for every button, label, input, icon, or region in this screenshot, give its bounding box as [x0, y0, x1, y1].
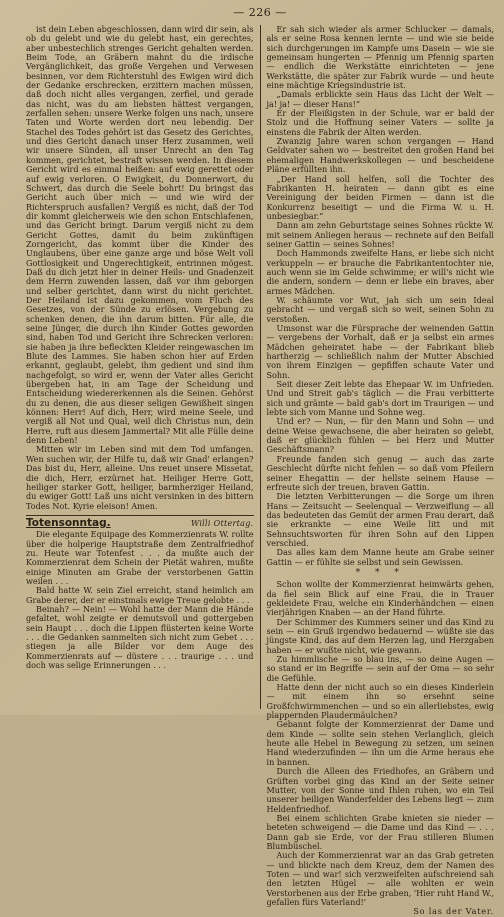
- story-title: Totensonntag.: [26, 516, 111, 529]
- story-paragraph-3: Beinah? — Nein! — Wohl hatte der Mann die Hände gefaltet, wohl zeigte er demutsvoll und gottergeben sein Haupt . . . doch die Lippen flüsterten keine Worte . . . die Gedanken sammelten sich nicht zum Gebet . . . stiegen ja alle Bilder vor dem Auge des Kommerzienrats auf — düstere . . . traurige . . . und doch was selige Erinnerungen . . .: [26, 603, 254, 671]
- story-paragraph-25: Auch der Kommerzienrat war an das Grab getreten — und blickte nach dem Kreuz, dem der Namen des Toten — und war! sich verzweifelten aufschreiend sah den letzten Hügel — alle wohlten er wein Verstorbenen aus der Erbe graben, 'Hier ruht Hand W., gefallen fürs Vaterland!': [266, 850, 494, 907]
- story-paragraph-6: Er der Fleißigsten in der Schule, war er bald der Stolz und die Hoffnung seiner Vaters — sollte ja einstens die Fabrik der Alten werden.: [266, 108, 494, 137]
- story-paragraph-12: Umsonst war die Fürsprache der weinenden Gattin — vergebens der Vorhalt, daß er ja selbst ein armes Mädchen geheiratet habe — der Fabrikant blieb hartherzig — schließlich nahm der Mutter Abschied von ihrem Einzigen — gepfiffen schaute Vater und Sohn.: [266, 323, 494, 380]
- right-column: [266, 24, 495, 917]
- sermon-paragraph-1: ist dein Leben abgeschlossen, dann wird dir sein, als ob du gelebt und wie du gelebt hast, ein gerechtes, aber unbestechlich strenges Gericht gehalten werden. Beim Tode, an Gräbern mahnt du die irdische Vergänglichkeit, das große Vergehen und Verwesen besinnen, vor dem Richterstuhl des Ewigen wird dich der Gedanke erschrecken, erzittern machen müssen, daß doch nicht alles vergangen, zerfiel, und gerade das nicht, was du am liebsten hättest vergangen, zerfallen sehen: unsere Werke folgen uns nach, unsere Taten und Worte werden dort neu lebendig. Der Stachel des Todes gehört ist das Gesetz des Gerichtes, und dies Gericht danach unser Herz zusammen, weil wir unsere Sünden, all unser Unrecht an den Tag kommen, gerichtet, bestraft wissen werden. In diesem Gericht wird es einmal heißen: auf ewig gerettet oder auf ewig verloren. O Ewigkeit, du Donnerwort, du Schwert, das durch die Seele bohrt! Du bringst das Gericht auch über mich — und wie wird der Richterspruch ausfallen? Vergiß es nicht, daß der Tod dir kommt gleicherweis wie den schon Entschlafenen, und das Gericht bringt. Darum vergiß nicht zu dem Gericht Gottes, damit du beim zukünftigen Zorngericht, das kommt über die Kinder des Unglaubens, über eine ganze arge und böse Welt voll Gottlosigkeit und Ungerechtigkeit, entrinnen mögest. Daß du dich jetzt hier in deiner Heils- und Gnadenzeit dem Herrn zuwenden lassen, daß vor ihm geborgen und selber gerichtet, dann wirst du nicht gerichtet. Der Heiland ist dazu gekommen, vom Fluch des Gesetzes, von der Sünde zu erlösen. Vergebung zu schenken denen, die ihn darum bitten. Für alle, die seine Jünger, die durch ihn Kinder Gottes geworden sind, haben Tod und Gericht ihre Schrecken verloren: sie haben ja ihre befleckten Kleider reingewaschen im Blute des Lammes. Sie haben schon hier auf Erden erkannt, geglaubt, gelebt, ihm gedient und sind ihm nachgefolgt, so wird er, wenn der Vater alles Gericht übergeben hat, in am Tage der Scheidung und Entscheidung wiedererkennen als die Seinen. Gehörst du zu denen, die aus dieser seligen Gewißheit singen können: Herr! Auf dich, Herr, wird meine Seele, und vergiß all Not und Qual, weil dich Christus nun, dein Herre, ruft aus diesem Jammertal? Mit alle Fülle deine denn Leben!: [26, 24, 254, 446]
- story-paragraph-21: Hatte denn der nicht auch so ein dieses Kinderlein — mit einem ihn so ersehnt seine Großfchwirmmenchen — und so ein allerliebstes, ewig plappernden Plaudermäulchen?: [266, 682, 494, 721]
- story-paragraph-1: Die elegante Equipage des Kommerzienrats W. rollte über die holperige Hauptstraße dem Zentralfriedhof zu. Heute war Totenfest . . . da mußte auch der Kommerzienrat dem Schein der Pietät wahren, mußte einige Minuten am Grabe der verstorbenen Gattin weilen . . .: [26, 529, 254, 586]
- story-paragraph-19: Der Schimmer des Kummers seiner und das Kind zu sein — ein Gruß irgendwo bedauernd — wüßte sie das jüngste Kind, das auf dem Herzen lag, und Herzgaben haben — er wußte nicht, wie gewann.: [266, 616, 494, 655]
- story-paragraph-16: Die letzten Verbitterungen — die Sorge um ihren Hans — Zeitsucht — Seelenqual — Verzweiflung — all das bedeuteten das Gemüt der armen Frau derart, daß sie erkrankte — eine Weile litt und mit Sehnsuchtsworten für ihren Sohn auf den Lippen verschied.: [266, 491, 494, 548]
- page-number: — 226 —: [233, 6, 287, 19]
- story-paragraph-23: Durch die Alleen des Friedhofes, an Gräbern und Grüften vorbei ging das Kind an der Seite seiner Mutter, von der Sonne und Ihlen ruhen, wo ein Teil unserer heiligen Wanderfelder des Lebens liegt — zum Heldenfriedhof.: [266, 766, 494, 814]
- story-paragraph-4: Er sah sich wieder als armer Schlucker — damals, als er seine Rosa kennen lernte — und wie sie beide sich durchgerungen im Kampfe ums Dasein — wie sie gemeinsam hungerten — Pfennig um Pfennig sparten — endlich die Werkstätte einrichteten — jene Werkstätte, die später zur Fabrik wurde — und heute eine mächtige Kriegsindustrie ist.: [266, 24, 494, 91]
- story-paragraph-14: Und er? — Nun, — für den Mann und Sohn — und deine Weise gewachsene, die aber heiraten so gelebt, daß er glücklich fühlen — bei Herz und Mutter Geschäftsmann?: [266, 416, 494, 455]
- columns: [26, 24, 494, 917]
- story-paragraph-10: Doch Hammonds zweifelte Hans, er liebe sich nicht verkuppeln — er brauche die Fabrikantentochter nie, auch wenn sie im Gelde schwimme; er will's nicht wie die andern, sondern — denn er liebe ein braves, aber armes Mädchen.: [266, 248, 494, 296]
- story-closing: So las der Vater.: [413, 906, 494, 917]
- section-divider: [26, 515, 254, 516]
- story-paragraph-2: Bald hatte W. sein Ziel erreicht, stand heimlich am Grabe derer, der er einstmals ewige Treue gelobte . . .: [26, 585, 254, 605]
- section-stars: * * *: [355, 567, 405, 578]
- story-paragraph-11: W. schäumte vor Wut, jah sich um sein Ideal gebracht — und vergaß sich so weit, seinen Sohn zu verstoßen.: [266, 294, 494, 324]
- story-paragraph-8: „Der Hand soll helfen, soll die Tochter des Fabrikanten H. heiraten — dann gibt es eine Vereinigung der beiden Firmen — dann ist die Konkurrenz beseitigt — und die Firma W. u. H. unbesiegbar.“: [266, 173, 494, 221]
- story-paragraph-9: Dann am zehn Geburtstage seines Sohnes rückte W. mit seinem Anliegen heraus — rechnete auf den Beifall seiner Gattin — seines Sohnes!: [266, 220, 494, 249]
- column-rule: [260, 25, 261, 709]
- story-paragraph-7: Zwanzig Jahre waren schon vergangen — Hand Geldvater sahen wo — bestreitet den großen Hand bei ehemaligen Handwerkskollegen — und bescheidene Pläne erfüllten ihn.: [266, 136, 494, 175]
- left-column: [26, 25, 254, 709]
- story-author: Willi Ottertag.: [190, 518, 254, 528]
- story-paragraph-13: Seit dieser Zeit lebte das Ehepaar W. im Unfrieden. Und und Streit gab's täglich — die Frau verbitterte sich und grämte — bald gab's dort im Traurigen — und lebte sich vom Manne und Sohne weg.: [266, 379, 494, 418]
- story-paragraph-17: Das alles kam dem Manne heute am Grabe seiner Gattin — er fühlte sie selbst und sein Gewissen.: [266, 547, 494, 567]
- story-paragraph-22: Gebannt folgte der Kommerzienrat der Dame und dem Kinde — sollte sein stehen Verlanglich, gleich heute alle Hebel in Bewegung zu setzen, um seinen Hand wiederzufinden — ihn um die Arme heraus ehe in bannen.: [266, 719, 494, 767]
- story-paragraph-24: Bei einem schlichten Grabe knieten sie nieder — beteten schweigend — die Dame und das Kind — . . . Dann gab sie Erde, vor der Frau stilleren Blumen Blumbüschel.: [266, 812, 494, 851]
- sermon-paragraph-2: Mitten wir im Leben sind mit dem Tod umfangen. Wen suchen wir, der Hilfe tu, daß wir Gnad' erlangen? Das bist du, Herr, alleine. Uns reuet unsere Missetat, die dich, Herr, erzürnet hat. Heiliger Herre Gott, heiliger starker Gott, heiliger, barmherziger Heiland, du ewiger Gott! Laß uns nicht versinken in des bittern Todes Not. Kyrie eleison! Amen.: [26, 444, 254, 511]
- story-paragraph-18: Schon wollte der Kommerzienrat heimwärts gehen, da fiel sein Blick auf eine Frau, die in Trauer gekleidete Frau, welche ein Kinderhändchen — einen vierjährigen Knaben — an der Hand führte.: [266, 579, 494, 618]
- story-paragraph-15: Freunde fanden sich genug — auch das zarte Geschlecht dürfte nicht fehlen — so daß vom Pfeilern seiner Ehegattin — der hellste seinem Hause — erfreute sich der treuen, braven Gattin.: [266, 453, 494, 492]
- story-heading: [26, 516, 254, 529]
- page-header: [26, 6, 494, 22]
- story-paragraph-20: Zu himmlische — so blau ins, — so deine Augen — so stand er im Begriffe — sein auf der Oma — so sehr die Gefühle.: [266, 654, 494, 683]
- story-paragraph-5: „Damals erblickte sein Haus das Licht der Welt — ja! ja! — dieser Hans!“: [266, 89, 494, 109]
